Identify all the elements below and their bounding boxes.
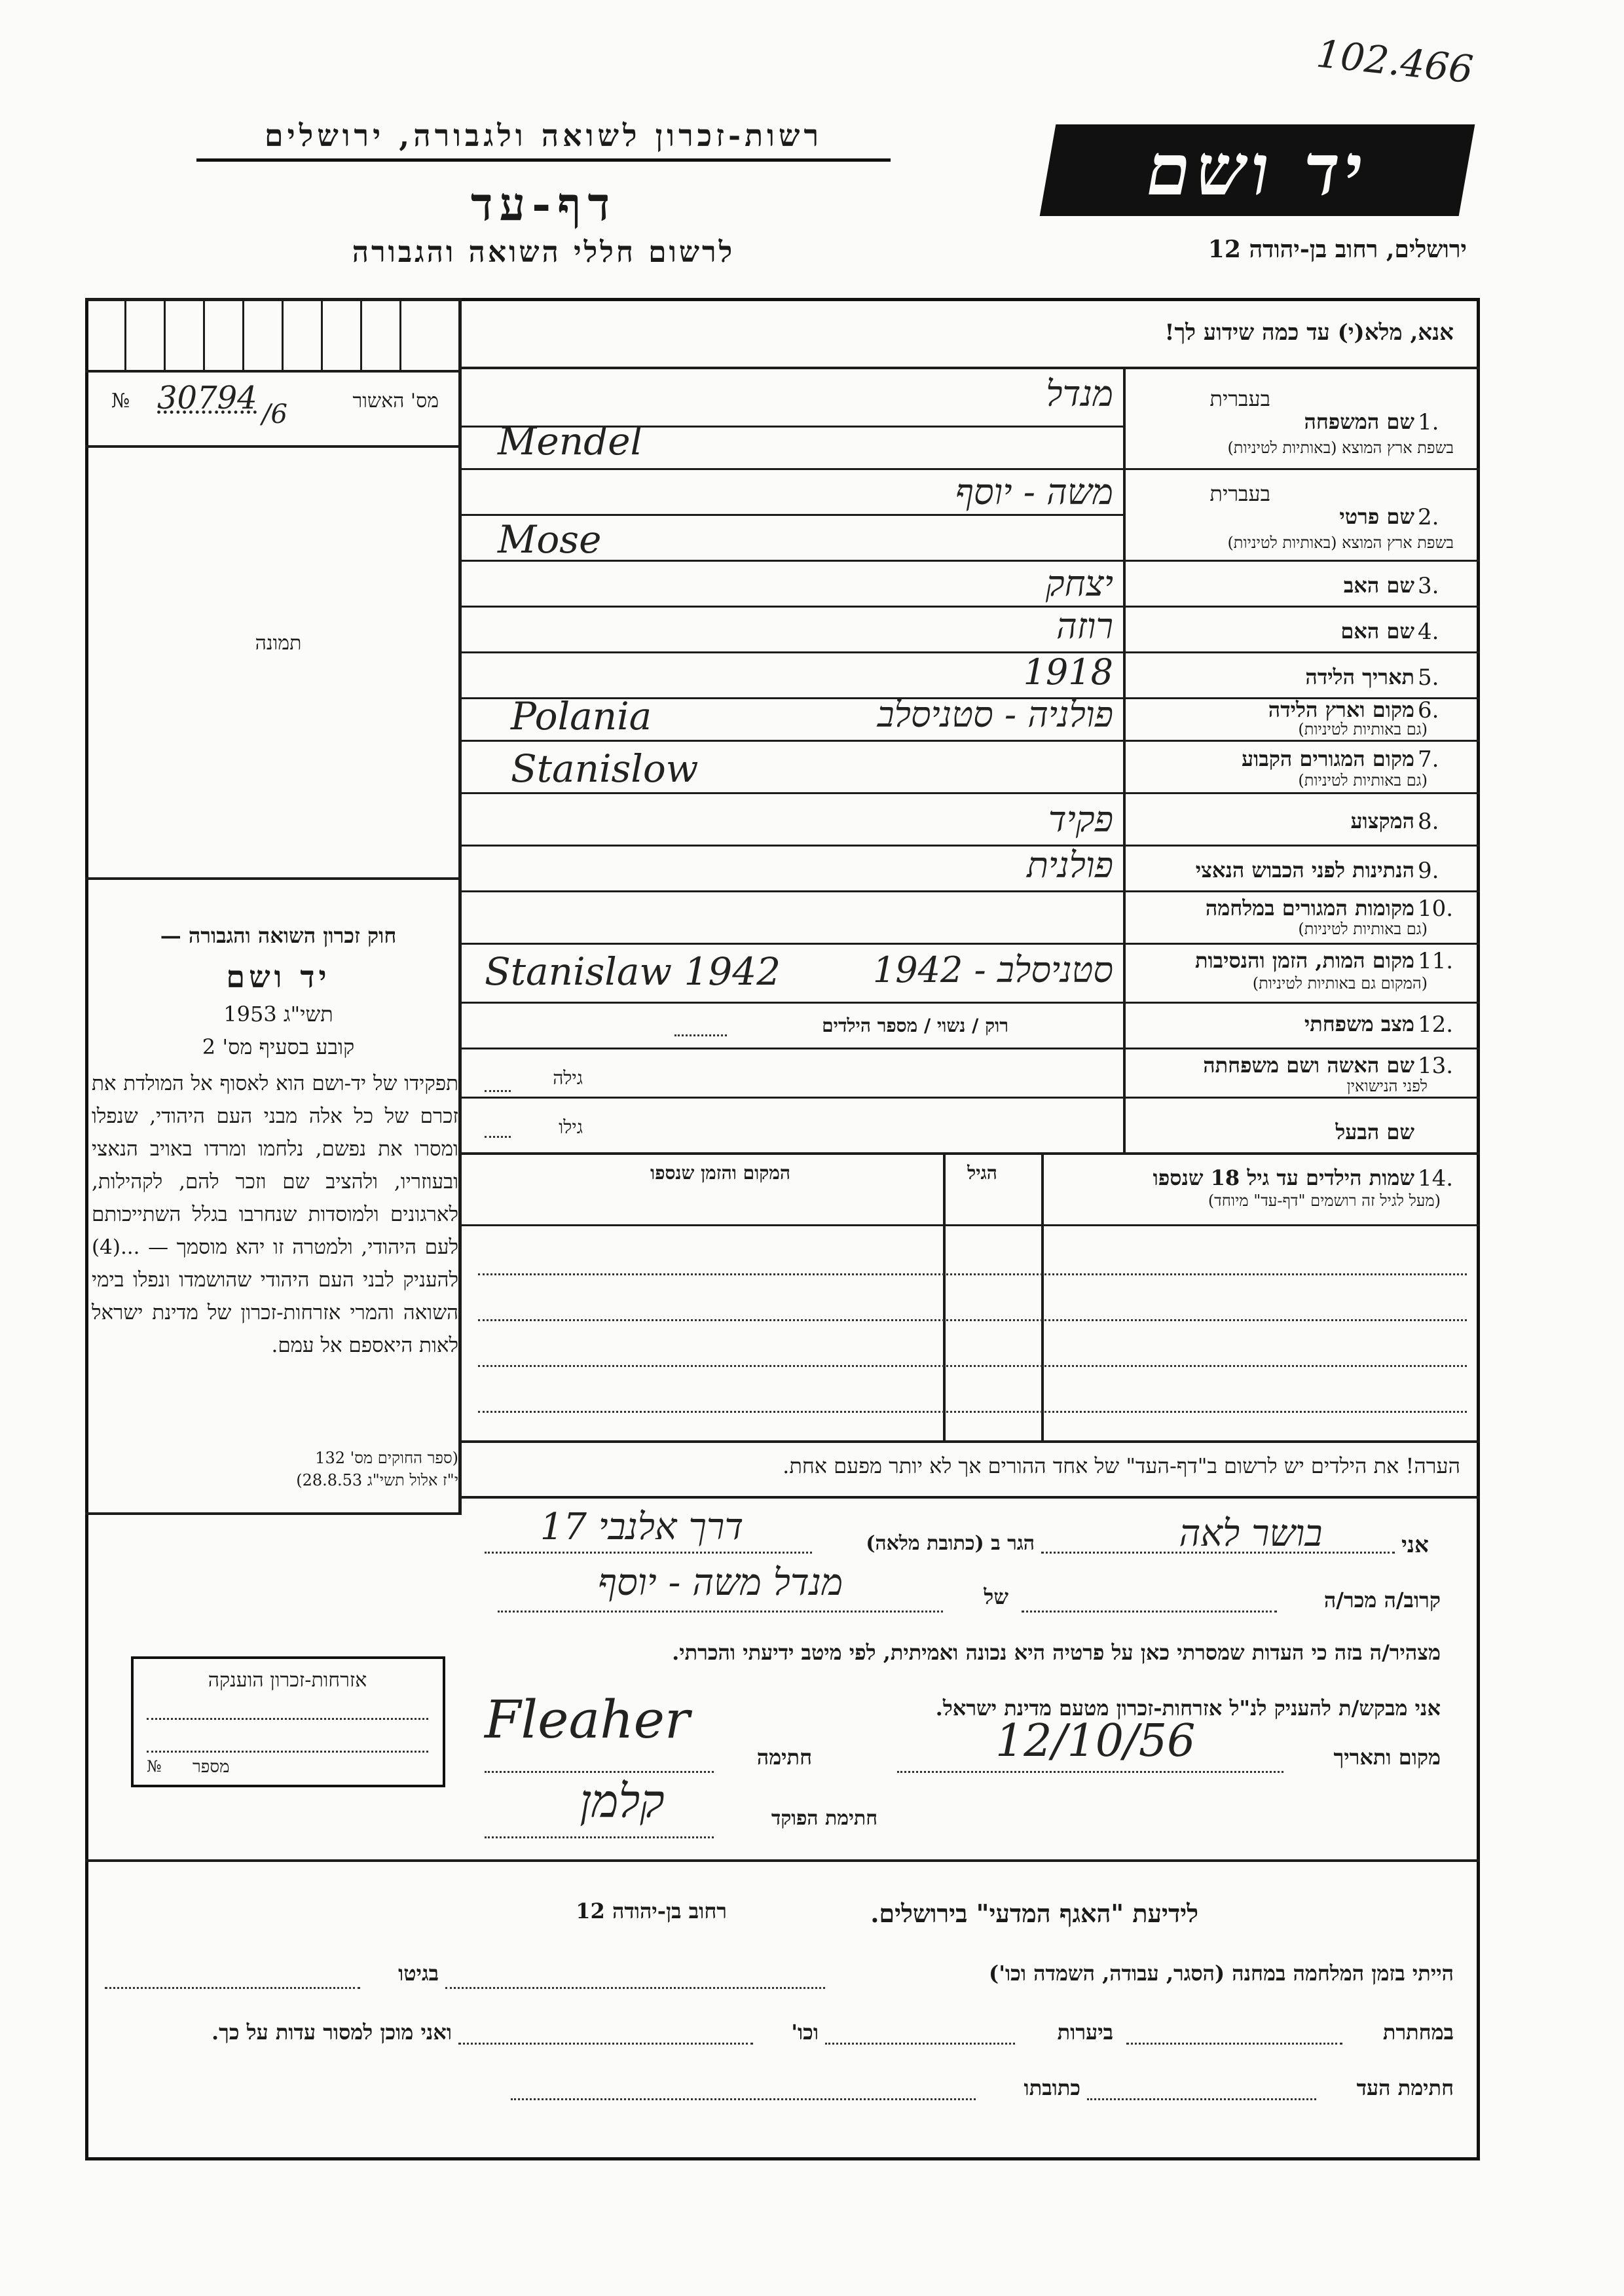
field-5-value: 1918 bbox=[1023, 651, 1113, 693]
field-6-label: מקום וארץ הלידה bbox=[1268, 697, 1414, 722]
archive-number: 102.466 bbox=[1314, 31, 1475, 92]
field-10-label: מקומות המגורים במלחמה bbox=[1205, 896, 1414, 920]
of-value: מנדל משה - יוסף bbox=[597, 1561, 843, 1604]
memorial-citizenship-title: אזרחות-זכרון הוענקה bbox=[208, 1669, 367, 1692]
field-4-value: רוזה bbox=[1056, 606, 1113, 647]
field-11-value: סטניסלב - 1942 bbox=[872, 949, 1113, 991]
field-11-label: מקום המות, הזמן והנסיבות bbox=[1194, 948, 1414, 973]
field-1-lang-tag: בעברית bbox=[1209, 386, 1270, 411]
footer-etc: וכו' bbox=[791, 2020, 819, 2045]
field-3-number: 3. bbox=[1418, 573, 1439, 599]
field-11-sub: (המקום גם באותיות לטיניות) bbox=[1252, 974, 1428, 993]
declarant-name: בושר לאה bbox=[1179, 1512, 1323, 1555]
field-6-number: 6. bbox=[1418, 697, 1439, 723]
place-date-label: מקום ותאריך bbox=[1333, 1745, 1441, 1770]
field-1-label: שם המשפחה bbox=[1304, 409, 1414, 434]
field-13-label: שם האשה ושם משפחתה bbox=[1203, 1053, 1414, 1078]
field-7-sub: (גם באותיות לטיניות) bbox=[1298, 771, 1428, 790]
declarant-signature: Fleaher bbox=[485, 1689, 690, 1750]
field-5-label: תאריך הלידה bbox=[1305, 665, 1414, 689]
field-8-number: 8. bbox=[1418, 809, 1439, 835]
wife-age-label: גילה bbox=[553, 1067, 583, 1089]
husband-label: שם הבעל bbox=[1335, 1120, 1414, 1144]
field-4-label: שם האם bbox=[1340, 619, 1414, 644]
declaration: מצהיר/ה בזה כי העדות שמסרתי כאן על פרטיה היא נכונה ואמיתית, לפי מיטב ידיעתי והכרתי. bbox=[672, 1640, 1441, 1665]
law-year: 1953 bbox=[223, 1002, 277, 1027]
field-13-sub: לפני הנישואין bbox=[1346, 1077, 1428, 1095]
organization-line: רשות-זכרון לשואה ולגבורה, ירושלים bbox=[196, 118, 891, 162]
children-col-age: הגיל bbox=[967, 1162, 997, 1184]
field-11-latin-value: Stanislaw 1942 bbox=[485, 949, 781, 994]
field-13-number: 13. bbox=[1418, 1053, 1454, 1079]
yad-vashem-logo: יד ושם bbox=[1040, 124, 1475, 216]
declarant-address: דרך אלנבי 17 bbox=[540, 1506, 744, 1548]
approval-label: מס' האשור bbox=[352, 390, 439, 412]
law-clause: קובע בסעיף מס' 2 bbox=[202, 1034, 355, 1059]
field-9-label: הנתינות לפני הכבוש הנאצי bbox=[1195, 858, 1414, 883]
husband-age-label: גילו bbox=[559, 1116, 583, 1138]
field-12-label: מצב משפחתי bbox=[1304, 1011, 1414, 1036]
field-11-number: 11. bbox=[1418, 948, 1454, 974]
resides-label: הגר ב (כתובת מלאה) bbox=[866, 1532, 1035, 1555]
field-12-number: 12. bbox=[1418, 1011, 1454, 1038]
footer-ghetto: בגיטו bbox=[398, 1961, 439, 1986]
field-1-latin-value: Mendel bbox=[498, 419, 643, 464]
field-8-value: פקיד bbox=[1048, 799, 1113, 840]
children-number: 14. bbox=[1418, 1165, 1454, 1192]
field-10-sub: (גם באותיות לטיניות) bbox=[1298, 920, 1428, 938]
footer-line1: הייתי בזמן המלחמה במחנה (הסגר, עבודה, השמדה וכו') bbox=[989, 1961, 1454, 1986]
memorial-number-label: מספר bbox=[193, 1757, 230, 1777]
field-9-number: 9. bbox=[1418, 858, 1439, 884]
form-title: דף-עד bbox=[470, 177, 617, 231]
signature-label: חתימה bbox=[756, 1745, 812, 1770]
footer-partisans: במחתרת bbox=[1382, 2020, 1454, 2045]
field-2-number: 2. bbox=[1418, 504, 1439, 530]
law-year-hebrew: תשי"ג bbox=[283, 1002, 333, 1027]
law-source-1: (ספר החוקים מס' 132 bbox=[315, 1449, 458, 1467]
field-6-value: פולניה - סטניסלב bbox=[877, 694, 1113, 735]
field-6-latin-value: Polania bbox=[511, 694, 652, 738]
approval-number-row bbox=[111, 380, 439, 429]
field-7-label: מקום המגורים הקבוע bbox=[1242, 746, 1414, 771]
field-2-hebrew-value: משה - יוסף bbox=[955, 471, 1113, 513]
field-1-number: 1. bbox=[1418, 409, 1439, 435]
relative-label: קרוב/ה מכר/ה bbox=[1323, 1588, 1441, 1613]
instructions: אנא, מלא(י) עד כמה שידוע לך! bbox=[1164, 319, 1454, 346]
photo-label: תמונה bbox=[255, 632, 302, 655]
marital-options: רוק / נשוי / מספר הילדים bbox=[822, 1015, 1008, 1036]
declarant-i-label: אני bbox=[1401, 1532, 1429, 1558]
number-symbol: № bbox=[111, 390, 130, 412]
field-9-value: פולנית bbox=[1026, 845, 1113, 886]
footer-title: לידיעת "האגף המדעי" בירושלים. bbox=[870, 1899, 1198, 1928]
law-name: יד ושם bbox=[226, 959, 331, 994]
field-1-hebrew-value: מנדל bbox=[1046, 373, 1113, 414]
memorial-citizenship-box bbox=[131, 1656, 445, 1787]
law-source-2: י"ז אלול תשי"ג 28.8.53) bbox=[296, 1471, 458, 1489]
field-8-label: המקצוע bbox=[1350, 809, 1414, 833]
note: הערה! את הילדים יש לרשום ב"דף-העד" של אחד ההורים אך לא יותר מפעם אחת. bbox=[783, 1453, 1460, 1478]
field-2-latin-value: Mose bbox=[498, 517, 602, 562]
law-text: תפקידו של יד-ושם הוא לאסוף אל המולדת את זכרם של כל אלה מבני העם היהודי, שנפלו ומסרו את נפשם, נלחמו ומרדו באויב הנאצי ובעוזריו, ולהציב שם וזכר להם, לקהילות, לארגונים ולמוסדות שנחרבו בגלל השתייכותם לעם היהודי, ולמטרה זו יהא מוסמך — ...(4) להעניק לבני העם היהודי שהושמדו ונפלו בימי השואה והמרי אזרחות-זכרון של מדינת ישראל לאות היאספם אל עמם. bbox=[92, 1072, 458, 1357]
field-3-value: יצחק bbox=[1045, 563, 1113, 604]
field-1-sub: בשפת ארץ המוצא (באותיות לטיניות) bbox=[1227, 439, 1454, 457]
memorial-number-symbol: № bbox=[147, 1757, 162, 1776]
children-label: שמות הילדים עד גיל 18 שנספו bbox=[1153, 1165, 1414, 1190]
footer-forests: ביערות bbox=[1057, 2020, 1113, 2045]
request: אני מבקש/ת להעניק לנ"ל אזרחות-זכרון מטעם מדינת ישראל. bbox=[935, 1696, 1441, 1721]
footer-witness-signature: חתימת העד bbox=[1356, 2075, 1454, 2100]
law-year-row bbox=[98, 1002, 458, 1027]
field-2-lang-tag: בעברית bbox=[1209, 481, 1270, 506]
header-address: ירושלים, רחוב בן-יהודה 12 bbox=[1208, 236, 1467, 263]
footer-ready: ואני מוכן למסור עדות על כך. bbox=[211, 2020, 452, 2045]
of-label: של bbox=[984, 1584, 1008, 1609]
form-subtitle: לרשום חללי השואה והגבורה bbox=[352, 236, 735, 269]
law-title: חוק זכרון השואה והגבורה — bbox=[160, 923, 397, 948]
footer-address: רחוב בן-יהודה 12 bbox=[576, 1899, 727, 1923]
law-source bbox=[92, 1447, 458, 1491]
field-2-sub: בשפת ארץ המוצא (באותיות לטיניות) bbox=[1227, 534, 1454, 552]
field-2-label: שם פרטי bbox=[1339, 504, 1414, 529]
children-col-place: המקום והזמן שנספו bbox=[650, 1162, 790, 1184]
children-sub: (מעל לגיל זה רושמים "דף-עד" מיוחד) bbox=[1208, 1192, 1441, 1210]
approval-number: 30794 bbox=[157, 380, 257, 416]
field-10-number: 10. bbox=[1418, 896, 1454, 922]
officer-signature: קלמן bbox=[580, 1774, 665, 1828]
field-7-latin-value: Stanislow bbox=[511, 746, 699, 791]
field-3-label: שם האב bbox=[1343, 573, 1414, 598]
declaration-date: 12/10/56 bbox=[995, 1715, 1196, 1767]
footer-address-label: כתובתו bbox=[1024, 2075, 1080, 2100]
field-7-number: 7. bbox=[1418, 746, 1439, 773]
approval-suffix: /6 bbox=[262, 399, 287, 429]
field-5-number: 5. bbox=[1418, 665, 1439, 691]
field-6-sub: (גם באותיות לטיניות) bbox=[1298, 720, 1428, 738]
field-4-number: 4. bbox=[1418, 619, 1439, 645]
officer-label: חתימת הפוקד bbox=[771, 1807, 877, 1830]
